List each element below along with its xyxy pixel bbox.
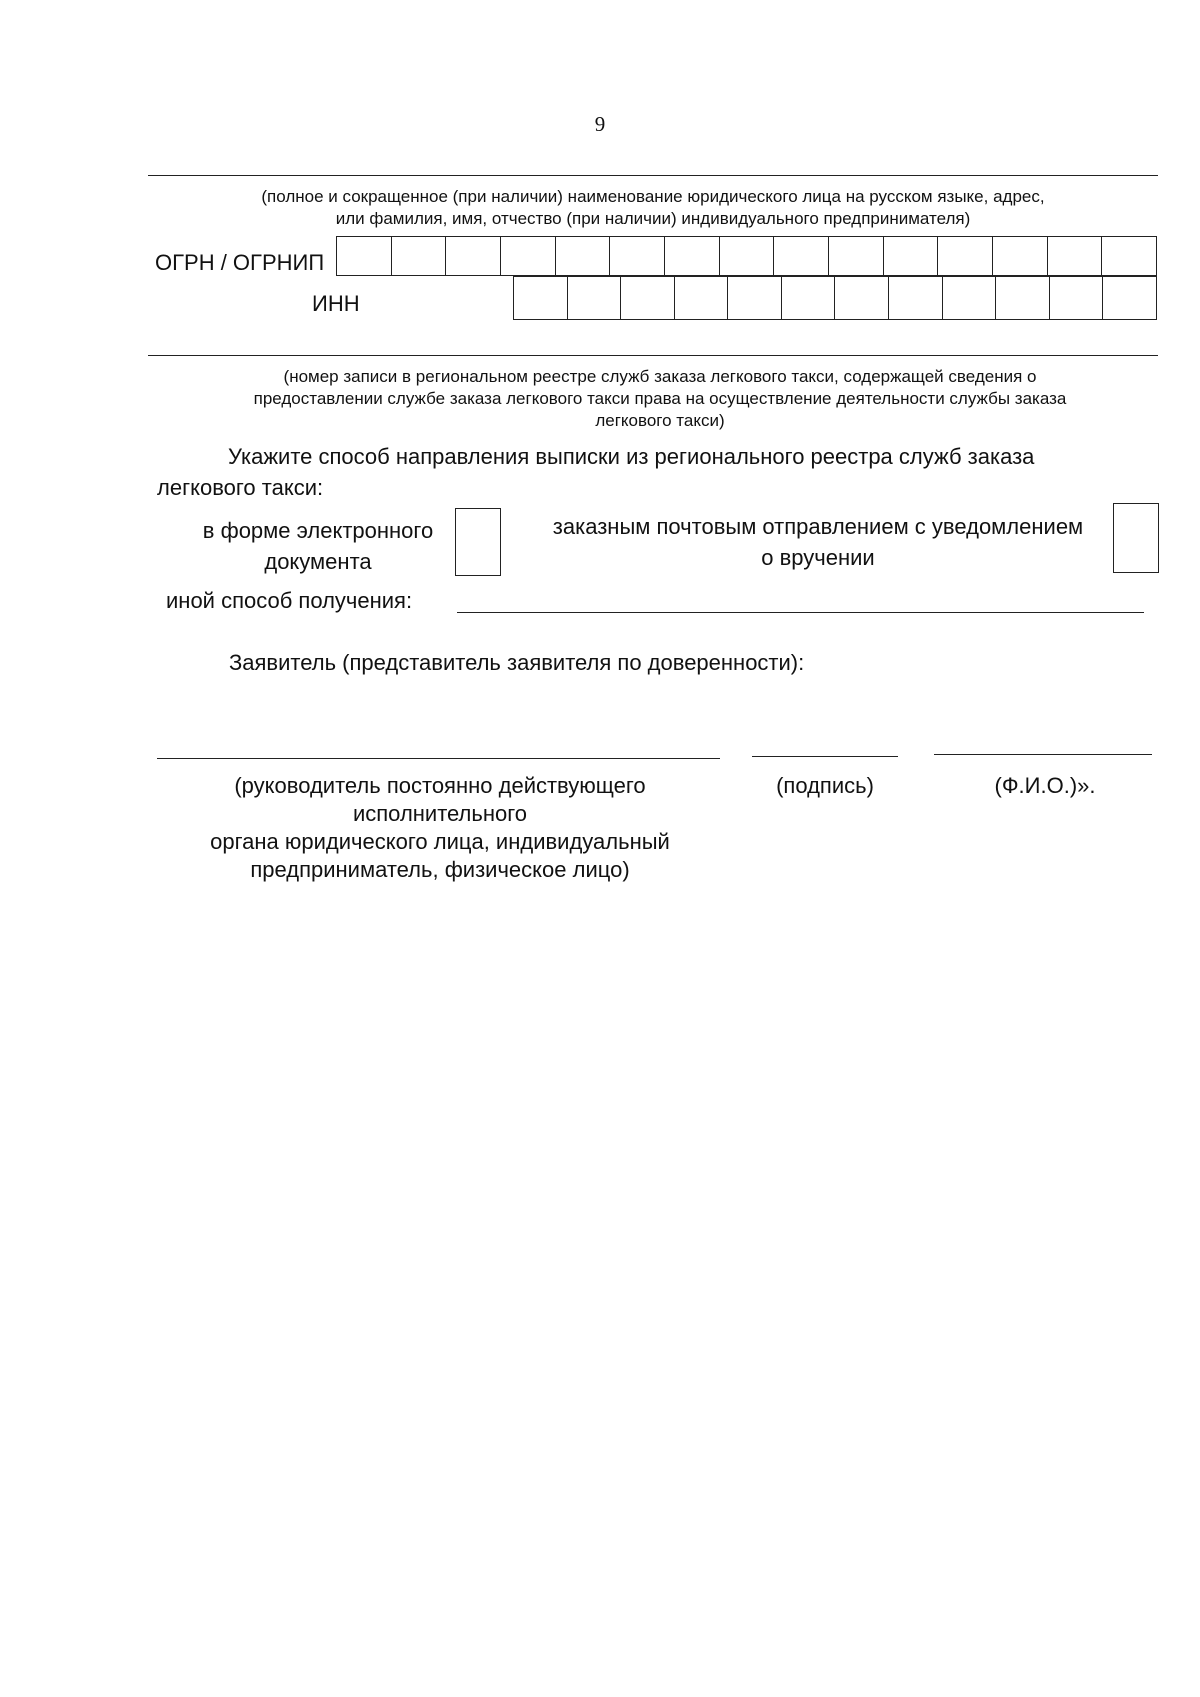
page-number: 9 xyxy=(594,112,606,136)
inn-cell[interactable] xyxy=(942,276,996,320)
option-electronic-checkbox[interactable] xyxy=(455,508,501,576)
signature-field-line[interactable] xyxy=(752,756,898,757)
registry-caption-line1: (номер записи в региональном реестре служб заказа легкового такси, содержащей сведения о xyxy=(283,367,1037,386)
role-caption-line2: исполнительного xyxy=(352,801,528,826)
registry-number-field-line[interactable] xyxy=(148,355,1158,356)
role-field-line[interactable] xyxy=(157,758,720,759)
delivery-prompt xyxy=(157,441,1167,503)
option-electronic-line1: в форме электронного xyxy=(202,518,434,543)
ogrn-cell[interactable] xyxy=(445,236,500,276)
ogrn-cell[interactable] xyxy=(883,236,938,276)
ogrn-cell[interactable] xyxy=(773,236,828,276)
inn-label: ИНН xyxy=(312,291,360,316)
ogrn-cell[interactable] xyxy=(609,236,664,276)
role-caption-line4: предприниматель, физическое лицо) xyxy=(250,857,630,882)
other-method-field-line[interactable] xyxy=(457,612,1144,613)
org-name-caption-line1: (полное и сокращенное (при наличии) наименование юридического лица на русском языке, адрес, xyxy=(261,187,1045,206)
inn-cell[interactable] xyxy=(674,276,728,320)
inn-cell[interactable] xyxy=(834,276,888,320)
ogrn-cell[interactable] xyxy=(1047,236,1102,276)
ogrn-cell[interactable] xyxy=(500,236,555,276)
option-postal-label xyxy=(518,511,1118,573)
org-name-caption-line2: или фамилия, имя, отчество (при наличии) индивидуального предпринимателя) xyxy=(335,209,971,228)
registry-caption-line3: легкового такси) xyxy=(595,411,725,430)
registry-caption-line2: предоставлении службе заказа легкового такси права на осуществление деятельности службы заказа xyxy=(253,389,1067,408)
ogrn-cell[interactable] xyxy=(1101,236,1157,276)
option-postal-line2: о вручении xyxy=(761,545,875,570)
option-electronic-line2: документа xyxy=(264,549,372,574)
name-caption: (Ф.И.О.)». xyxy=(994,773,1096,798)
other-method-label: иной способ получения: xyxy=(166,588,413,613)
ogrn-cell[interactable] xyxy=(555,236,610,276)
inn-cell[interactable] xyxy=(1049,276,1103,320)
role-caption-line3: органа юридического лица, индивидуальный xyxy=(210,829,670,854)
inn-cells[interactable] xyxy=(513,276,1157,320)
signature-caption: (подпись) xyxy=(776,773,874,798)
ogrn-cell[interactable] xyxy=(828,236,883,276)
option-postal-checkbox[interactable] xyxy=(1113,503,1159,573)
inn-cell[interactable] xyxy=(513,276,567,320)
ogrn-cell[interactable] xyxy=(336,236,391,276)
ogrn-cell[interactable] xyxy=(719,236,774,276)
delivery-prompt-line2: легкового такси: xyxy=(157,475,324,500)
inn-cell[interactable] xyxy=(781,276,835,320)
delivery-prompt-line1: Укажите способ направления выписки из регионального реестра служб заказа xyxy=(228,444,1035,469)
ogrn-label: ОГРН / ОГРНИП xyxy=(155,250,325,275)
ogrn-cell[interactable] xyxy=(937,236,992,276)
inn-cell[interactable] xyxy=(727,276,781,320)
role-caption-line1: (руководитель постоянно действующего xyxy=(234,773,646,798)
org-name-field-line[interactable] xyxy=(148,175,1158,176)
ogrn-cell[interactable] xyxy=(992,236,1047,276)
ogrn-cell[interactable] xyxy=(391,236,446,276)
ogrn-cells[interactable] xyxy=(336,236,1157,276)
inn-cell[interactable] xyxy=(567,276,621,320)
option-postal-line1: заказным почтовым отправлением с уведомлением xyxy=(552,514,1084,539)
org-name-caption xyxy=(148,186,1158,230)
option-electronic-label xyxy=(168,515,468,577)
inn-cell[interactable] xyxy=(1102,276,1157,320)
inn-cell[interactable] xyxy=(995,276,1049,320)
applicant-label: Заявитель (представитель заявителя по доверенности): xyxy=(229,650,805,675)
inn-cell[interactable] xyxy=(620,276,674,320)
name-field-line[interactable] xyxy=(934,754,1152,755)
inn-cell[interactable] xyxy=(888,276,942,320)
role-caption xyxy=(150,772,730,884)
ogrn-cell[interactable] xyxy=(664,236,719,276)
registry-caption xyxy=(160,366,1160,432)
